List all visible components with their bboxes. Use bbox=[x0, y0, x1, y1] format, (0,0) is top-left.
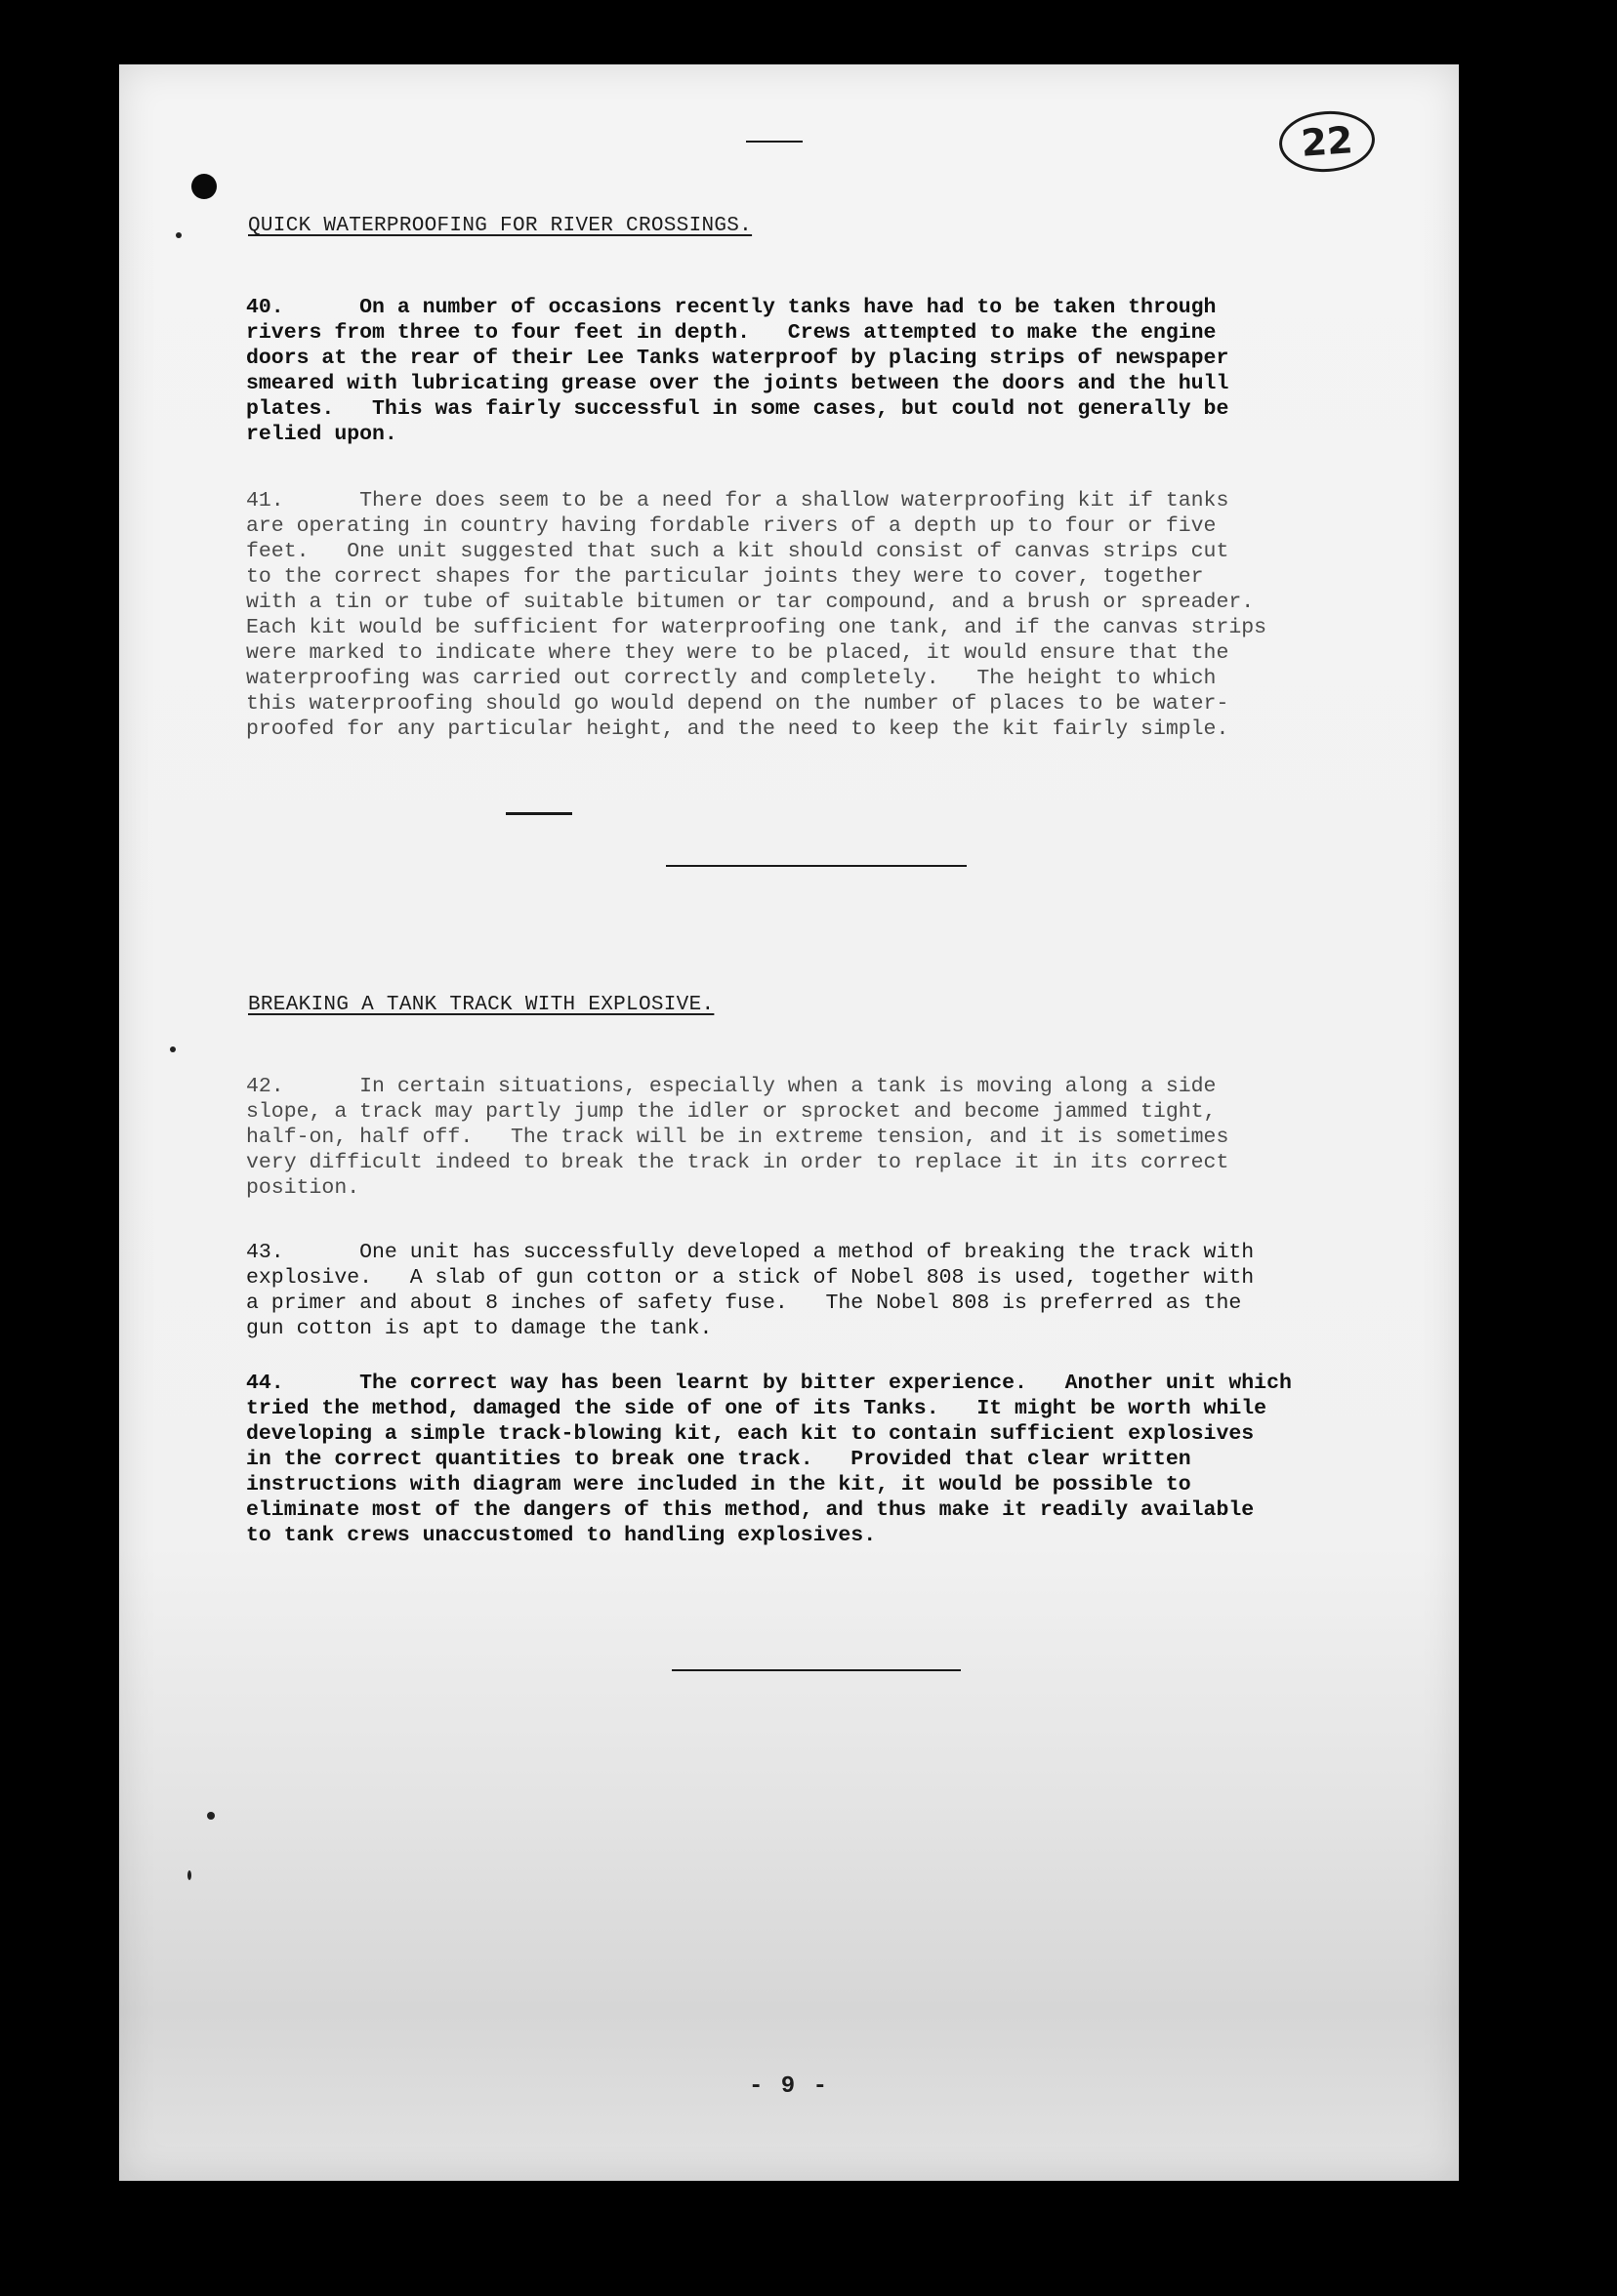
paragraph-line: doors at the rear of their Lee Tanks waterproof by placing strips of newspaper bbox=[246, 347, 1229, 370]
paragraph-line: with a tin or tube of suitable bitumen or tar compound, and a brush or spreader. bbox=[246, 591, 1255, 614]
end-divider bbox=[672, 1669, 961, 1671]
paragraph-line: to the correct shapes for the particular joints they were to cover, together bbox=[246, 565, 1204, 589]
punch-hole bbox=[191, 174, 217, 199]
paragraph-line: to tank crews unaccustomed to handling explosives. bbox=[246, 1524, 877, 1547]
paragraph-line: were marked to indicate where they were to be placed, it would ensure that the bbox=[246, 641, 1229, 665]
paragraph-line: smeared with lubricating grease over the joints between the doors and the hull bbox=[246, 372, 1229, 395]
paragraph-line: slope, a track may partly jump the idler or sprocket and become jammed tight, bbox=[246, 1100, 1217, 1124]
paragraph-line: explosive. A slab of gun cotton or a stick of Nobel 808 is used, together with bbox=[246, 1266, 1255, 1290]
speck-mark bbox=[187, 1870, 191, 1880]
section-divider bbox=[666, 865, 967, 867]
paragraph-line: developing a simple track-blowing kit, each kit to contain sufficient explosives bbox=[246, 1422, 1255, 1446]
paragraph-line: a primer and about 8 inches of safety fuse. The Nobel 808 is preferred as the bbox=[246, 1292, 1242, 1315]
paragraph-line: very difficult indeed to break the track in order to replace it in its correct bbox=[246, 1151, 1229, 1174]
document-page bbox=[119, 64, 1459, 2181]
speck-mark bbox=[176, 232, 182, 238]
paragraph-line: rivers from three to four feet in depth. Crews attempted to make the engine bbox=[246, 321, 1217, 345]
paragraph-line: are operating in country having fordable rivers of a depth up to four or five bbox=[246, 514, 1217, 538]
section-heading-explosive: BREAKING A TANK TRACK WITH EXPLOSIVE. bbox=[248, 994, 715, 1016]
speck-mark bbox=[170, 1046, 176, 1052]
paragraph-line: instructions with diagram were included in the kit, it would be possible to bbox=[246, 1473, 1191, 1496]
paragraph-line: 42. In certain situations, especially when a tank is moving along a side bbox=[246, 1075, 1217, 1098]
paragraph-line: eliminate most of the dangers of this method, and thus make it readily available bbox=[246, 1498, 1255, 1522]
paragraph-line: plates. This was fairly successful in some cases, but could not generally be bbox=[246, 397, 1229, 421]
paragraph-43 bbox=[246, 1240, 1330, 1341]
paragraph-line: feet. One unit suggested that such a kit should consist of canvas strips cut bbox=[246, 540, 1229, 563]
paragraph-line: Each kit would be sufficient for waterproofing one tank, and if the canvas strips bbox=[246, 616, 1267, 639]
paragraph-42 bbox=[246, 1074, 1330, 1201]
paragraph-line: 44. The correct way has been learnt by bitter experience. Another unit which bbox=[246, 1372, 1292, 1395]
folio-number: 22 bbox=[1277, 108, 1377, 176]
paragraph-40 bbox=[246, 295, 1330, 447]
paragraph-41 bbox=[246, 488, 1330, 742]
paragraph-line: relied upon. bbox=[246, 423, 397, 446]
paragraph-line: 43. One unit has successfully developed a method of breaking the track with bbox=[246, 1241, 1255, 1264]
speck-mark bbox=[207, 1812, 215, 1820]
short-rule bbox=[506, 812, 572, 815]
paragraph-line: waterproofing was carried out correctly and completely. The height to which bbox=[246, 667, 1217, 690]
paragraph-line: 40. On a number of occasions recently tanks have had to be taken through bbox=[246, 296, 1217, 319]
paragraph-line: this waterproofing should go would depend on the number of places to be water- bbox=[246, 692, 1229, 716]
paragraph-line: in the correct quantities to break one track. Provided that clear written bbox=[246, 1448, 1191, 1471]
paragraph-line: position. bbox=[246, 1176, 360, 1200]
paragraph-line: 41. There does seem to be a need for a shallow waterproofing kit if tanks bbox=[246, 489, 1229, 512]
paragraph-44 bbox=[246, 1371, 1330, 1548]
section-heading-waterproofing: QUICK WATERPROOFING FOR RIVER CROSSINGS. bbox=[248, 215, 753, 237]
paragraph-line: proofed for any particular height, and the need to keep the kit fairly simple. bbox=[246, 718, 1229, 741]
paragraph-line: gun cotton is apt to damage the tank. bbox=[246, 1317, 713, 1340]
paragraph-line: half-on, half off. The track will be in extreme tension, and it is sometimes bbox=[246, 1126, 1229, 1149]
paragraph-line: tried the method, damaged the side of one of its Tanks. It might be worth while bbox=[246, 1397, 1267, 1420]
page-number: - 9 - bbox=[748, 2073, 829, 2100]
top-dash bbox=[746, 141, 803, 143]
